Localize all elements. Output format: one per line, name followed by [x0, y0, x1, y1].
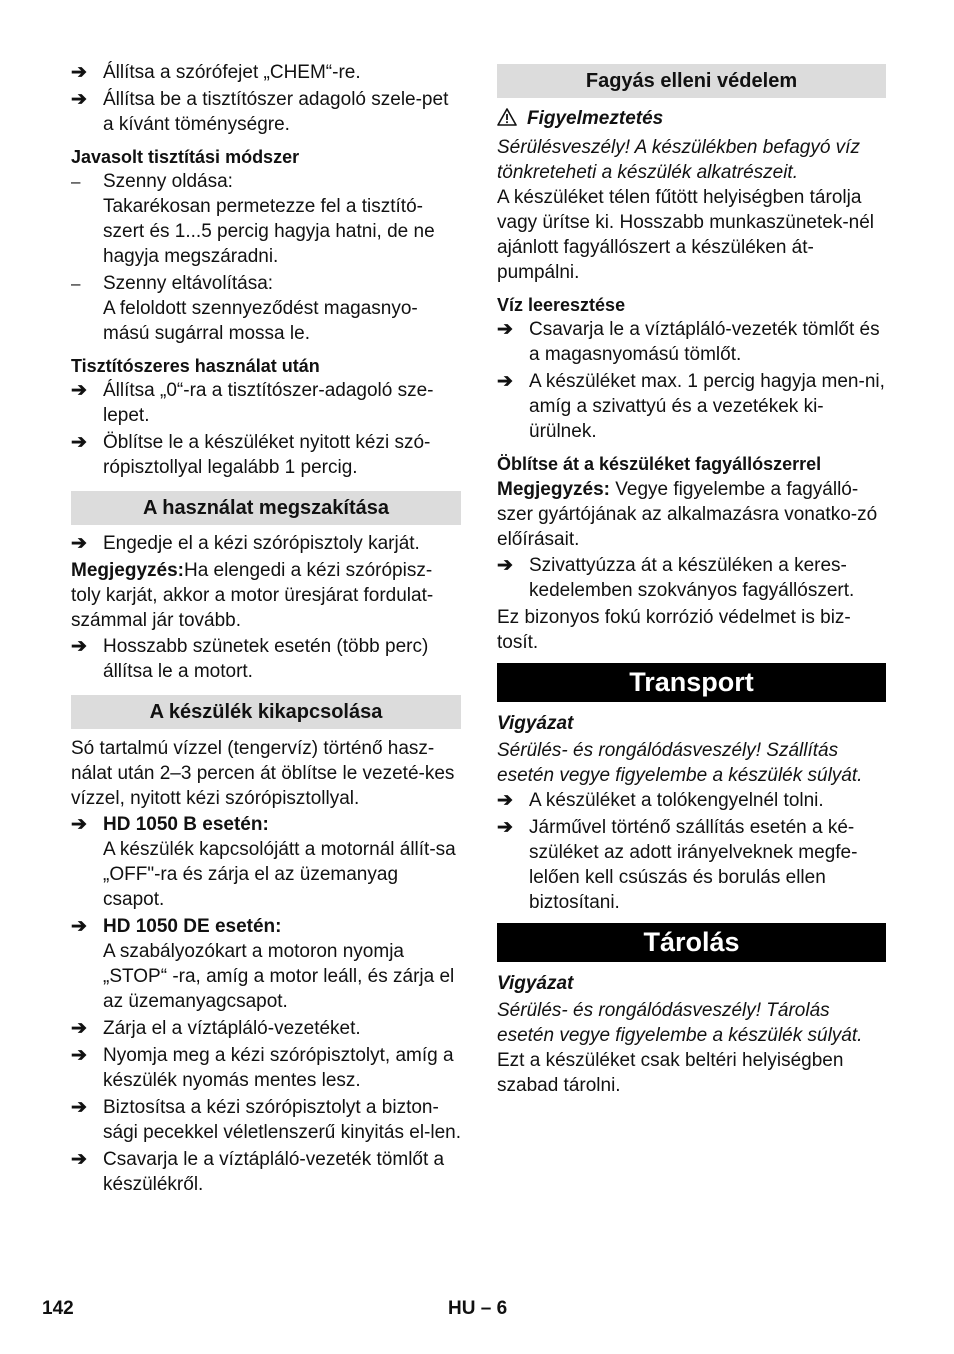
arrow-icon: ➔: [497, 790, 513, 811]
section-header-frost: Fagyás elleni védelem: [497, 64, 886, 98]
list-text: Szenny eltávolítása:: [103, 273, 274, 294]
note-label: Megjegyzés:: [71, 560, 184, 581]
note-text: Ha elengedi a kézi szórópisz-toly karját, akkor a motor üresjárat fordulat-számmal jár tovább.: [71, 560, 434, 631]
list-text: Szenny oldása:: [103, 171, 233, 192]
section-header-storage: Tárolás: [497, 923, 886, 962]
list-item: [497, 553, 886, 603]
drain-heading: Víz leeresztése: [497, 295, 626, 315]
list-item: [71, 169, 461, 194]
dash-bullet: –: [71, 172, 81, 191]
paragraph: Takarékosan permetezze fel a tisztító-szert és 1...5 percig hagyja hatni, de ne hagyja megszáradni.: [103, 196, 435, 267]
list-item: [71, 1147, 461, 1197]
list-item: [71, 531, 461, 556]
section-header-transport: Transport: [497, 663, 886, 702]
list-item: [497, 317, 886, 367]
rinse-heading: Öblítse át a készüléket fagyállószerrel: [497, 454, 822, 474]
instruction-text: Állítsa be a tisztítószer adagoló szele-pet a kívánt töménységre.: [103, 89, 449, 135]
caution-text: Sérülés- és rongálódásveszély! Tárolás esetén vegye figyelembe a készülék súlyát.: [497, 1000, 863, 1046]
arrow-icon: ➔: [71, 814, 87, 835]
warning-line: [497, 106, 886, 133]
instruction-text: Öblítse le a készüléket nyitott kézi szó-rópisztollyal legalább 1 percig.: [103, 432, 431, 478]
arrow-icon: ➔: [71, 62, 87, 83]
instruction-text: Csavarja le a víztápláló-vezeték tömlőt a készülékről.: [103, 1149, 445, 1195]
instruction-text: Szivattyúzza át a készüléken a keres-kedelemben szokványos fagyállószert.: [529, 555, 855, 601]
arrow-icon: ➔: [497, 555, 513, 576]
arrow-icon: ➔: [71, 89, 87, 110]
list-item: [71, 271, 461, 296]
warning-triangle-icon: [497, 108, 517, 133]
page-number: 142: [42, 1298, 74, 1319]
note-text: Vegye figyelembe a fagyálló-szer gyártójának az alkalmazásra vonatko-zó előírásait.: [497, 479, 878, 550]
list-item: [71, 87, 461, 137]
model-label: HD 1050 B esetén:: [103, 814, 269, 835]
instruction-text: Biztosítsa a kézi szórópisztolyt a bizton-sági pecekkel véletlenszerű kinyitás el-len.: [103, 1097, 462, 1143]
list-item: [497, 815, 886, 915]
section-header-shutdown: A készülék kikapcsolása: [71, 695, 461, 729]
instruction-text: Csavarja le a víztápláló-vezeték tömlőt és a magasnyomású tömlőt.: [529, 319, 880, 365]
caution-label: Vigyázat: [497, 973, 574, 994]
paragraph: Ezt a készüléket csak beltéri helyiségben szabad tárolni.: [497, 1050, 844, 1096]
note-label: Megjegyzés:: [497, 479, 610, 500]
section-footer: HU – 6: [448, 1298, 508, 1319]
instruction-text: Hosszabb szünetek esetén (több perc) állítsa le a motort.: [103, 636, 429, 682]
list-item: [71, 430, 461, 480]
instruction-text: Állítsa „0“-ra a tisztítószer-adagoló sze-lepet.: [103, 380, 434, 426]
warning-text: Sérülésveszély! A készülékben befagyó víz tönkreteheti a készülék alkatrészeit.: [497, 137, 860, 183]
list-item: [71, 378, 461, 428]
instruction-text: Zárja el a víztápláló-vezetéket.: [103, 1018, 361, 1039]
paragraph: A szabályozókart a motoron nyomja „STOP“ -ra, amíg a motor leáll, és zárja el az üzemanyagcsapot.: [103, 941, 455, 1012]
instruction-text: Nyomja meg a kézi szórópisztolyt, amíg a készülék nyomás mentes lesz.: [103, 1045, 454, 1091]
list-item: [497, 788, 886, 813]
arrow-icon: ➔: [71, 916, 87, 937]
paragraph: A feloldott szennyeződést magasnyo-mású sugárral mossa le.: [103, 298, 418, 344]
instruction-text: Állítsa a szórófejet „CHEM“-re.: [103, 62, 361, 83]
model-label: HD 1050 DE esetén:: [103, 916, 282, 937]
arrow-icon: ➔: [71, 1045, 87, 1066]
instruction-text: A készüléket max. 1 percig hagyja men-ni, amíg a szivattyú és a vezetékek ki-ürülnek.: [529, 371, 885, 442]
list-item: [71, 1016, 461, 1041]
arrow-icon: ➔: [497, 371, 513, 392]
method-heading: Javasolt tisztítási módszer: [71, 147, 300, 167]
arrow-icon: ➔: [497, 319, 513, 340]
instruction-text: Engedje el a kézi szórópisztoly karját.: [103, 533, 420, 554]
arrow-icon: ➔: [71, 1149, 87, 1170]
after-use-heading: Tisztítószeres használat után: [71, 356, 320, 376]
left-column: [71, 60, 461, 1197]
list-item: [497, 369, 886, 444]
arrow-icon: ➔: [71, 432, 87, 453]
instruction-text: Járművel történő szállítás esetén a ké-szüléket az adott irányelveknek megfe-lelően kell csúszás és borulás ellen biztosítani.: [529, 817, 858, 913]
caution-label: Vigyázat: [497, 713, 574, 734]
warning-label: Figyelmeztetés: [527, 108, 664, 129]
section-header-interrupt: A használat megszakítása: [71, 491, 461, 525]
caution-text: Sérülés- és rongálódásveszély! Szállítás esetén vegye figyelembe a készülék súlyát.: [497, 740, 863, 786]
arrow-icon: ➔: [71, 636, 87, 657]
paragraph: Ez bizonyos fokú korrózió védelmet is biz-tosít.: [497, 607, 851, 653]
note-paragraph: [71, 558, 461, 633]
arrow-icon: ➔: [71, 380, 87, 401]
arrow-icon: ➔: [71, 1097, 87, 1118]
paragraph: Só tartalmú vízzel (tengervíz) történő hasz-nálat után 2–3 percen át öblítse le vezeté-kes vízzel, nyitott kézi szórópisztollyal.: [71, 738, 455, 809]
list-item: [71, 60, 461, 85]
arrow-icon: ➔: [71, 1018, 87, 1039]
arrow-icon: ➔: [497, 817, 513, 838]
instruction-text: A készüléket a tolókengyelnél tolni.: [529, 790, 824, 811]
arrow-icon: ➔: [71, 533, 87, 554]
list-item: [71, 812, 461, 837]
list-item: [71, 634, 461, 684]
paragraph: A készülék kapcsolójátt a motornál állít-sa „OFF"-ra és zárja el az üzemanyag csapot.: [103, 839, 456, 910]
note-paragraph: [497, 477, 886, 552]
right-column: [497, 64, 886, 1098]
list-item: [71, 1095, 461, 1145]
list-item: [71, 914, 461, 939]
list-item: [71, 1043, 461, 1093]
dash-bullet: –: [71, 274, 81, 293]
paragraph: A készüléket télen fűtött helyiségben tárolja vagy ürítse ki. Hosszabb munkaszünetek-nél ajánlott fagyállószert a készüléken át-pumpálni.: [497, 187, 875, 283]
